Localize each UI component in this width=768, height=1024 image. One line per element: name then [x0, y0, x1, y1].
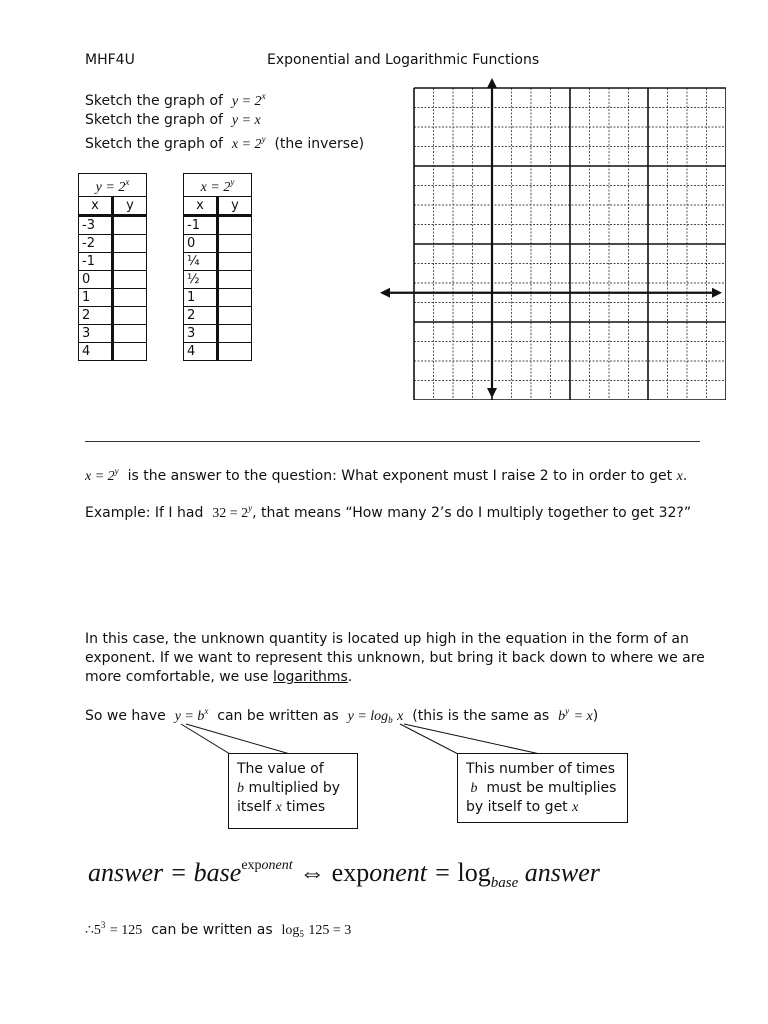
table-row: -3 — [79, 216, 147, 235]
column-header-x: x — [184, 197, 218, 216]
table-row: 1 — [79, 289, 147, 307]
example-line: Example: If I had $32 = 2^y$, that means “How many 2’s do I multiply together to get 32?” — [85, 503, 692, 521]
course-code: MHF4U — [85, 52, 135, 68]
page-title: Exponential and Logarithmic Functions — [267, 52, 540, 68]
instruction-1: Sketch the graph of $y = 2^x$ — [85, 91, 266, 109]
table-row: -2 — [79, 235, 147, 253]
conclusion-line: $\therefore 5^3 = 125$ can be written as $\log_5 125 = 3$ — [85, 920, 352, 939]
callout-value-of-b: The value of b multiplied by itself x times — [228, 753, 358, 829]
table-row: ½ — [184, 271, 252, 289]
definition-line: $x = 2^y$ is the answer to the question: What exponent must I raise 2 to in order to get x. — [85, 466, 688, 484]
table-row: 2 — [79, 307, 147, 325]
column-header-y: y — [113, 197, 147, 216]
column-header-y: y — [218, 197, 252, 216]
table-row: -1 — [184, 216, 252, 235]
table-row: 1 — [184, 289, 252, 307]
table-row: 2 — [184, 307, 252, 325]
table-row: 3 — [184, 325, 252, 343]
column-header-x: x — [79, 197, 113, 216]
table-row: ¼ — [184, 253, 252, 271]
table-title: $x = 2^y$ — [184, 174, 252, 197]
so-we-have-line: So we have $y = b^x$ can be written as $y = \log_b x$ (this is the same as $b^y = x$) — [85, 706, 599, 725]
table-row: 3 — [79, 325, 147, 343]
table-row: 4 — [79, 343, 147, 361]
logarithms-term: logarithms — [272, 669, 348, 685]
table-row: 0 — [184, 235, 252, 253]
table-row: 0 — [79, 271, 147, 289]
table-row: -1 — [79, 253, 147, 271]
exponent-log-equivalence: answer = base$^{exponent}$ ⇔ exponent = $\log_{base}$ answer — [88, 858, 600, 891]
instruction-2: Sketch the graph of y = x — [85, 112, 261, 128]
instruction-3: Sketch the graph of $x = 2^y$ (the inverse) — [85, 134, 365, 152]
logarithm-intro-paragraph: In this case, the unknown quantity is located up high in the equation in the form of an exponent. If we want to represent this unknown, but bring it back down to where we are more comfortable, we use logarithms. — [85, 631, 705, 685]
table-title: $y = 2^x$ — [79, 174, 147, 197]
table-row: 4 — [184, 343, 252, 361]
callout-number-of-times: This number of times b must be multiplies by itself to get x — [457, 753, 628, 823]
